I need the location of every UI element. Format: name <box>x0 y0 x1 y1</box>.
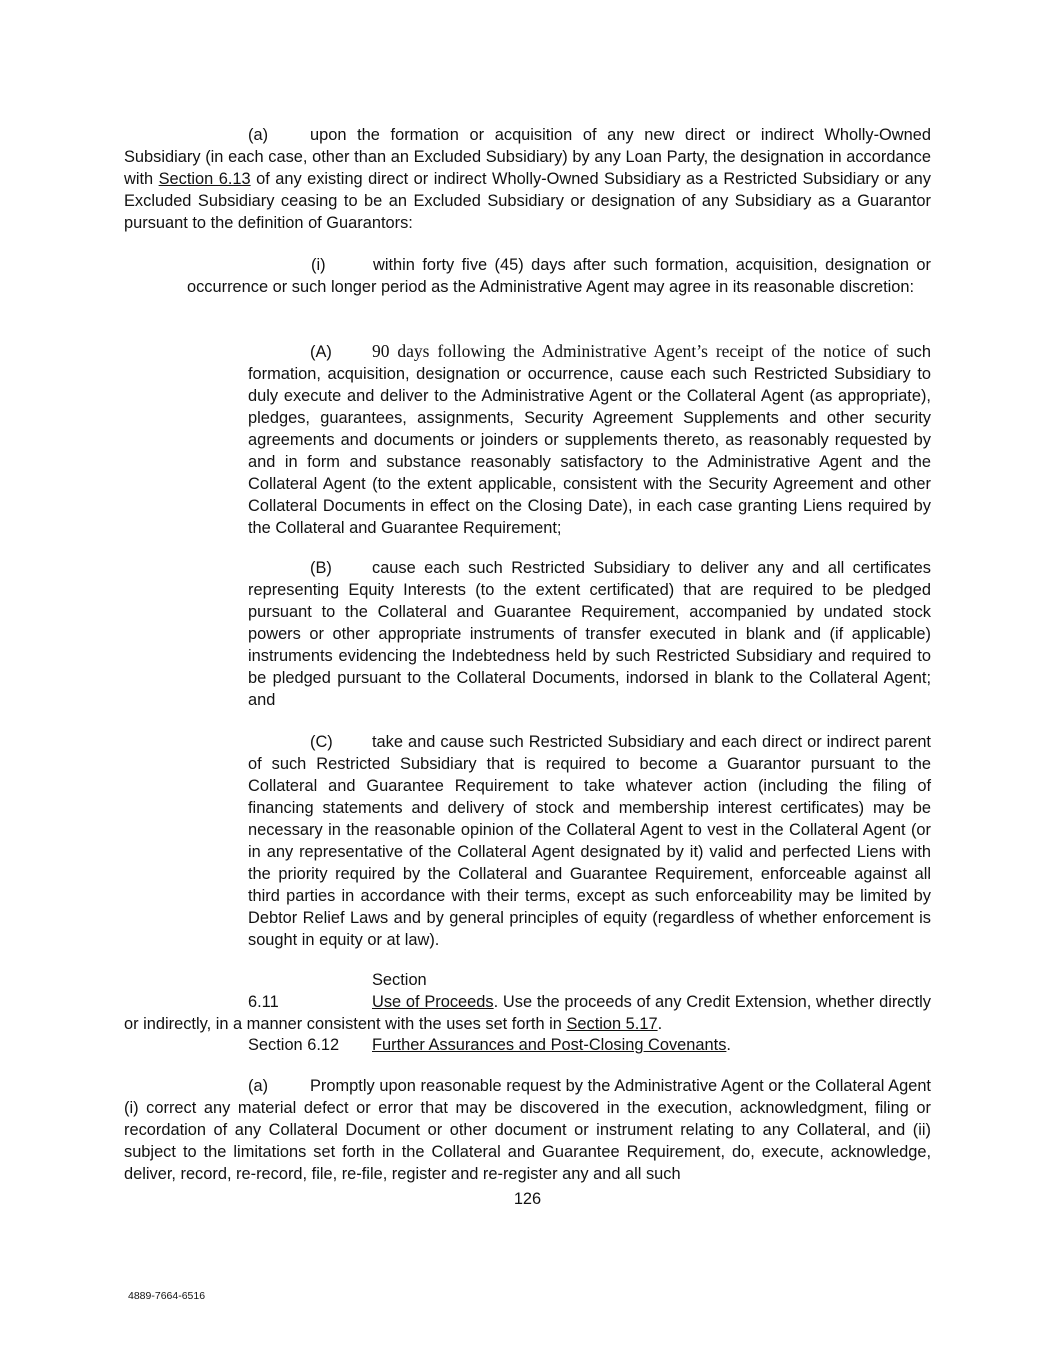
clause-label: (a) <box>248 126 269 144</box>
clause-label: (i) <box>311 256 326 274</box>
paragraph-B-certificates <box>248 557 931 711</box>
paragraph-text: take and cause such Restricted Subsidiary and each direct or indirect parent of such Restricted Subsidiary that is required to become a Guarantor pursuant to the Collateral and Guarantee Requirement to take whatever action (including the filing of financing statements and delivery of stock and membership interest certificates) may be necessary in the reasonable opinion of the Collateral Agent to vest in the Collateral Agent (or in any representative of the Collateral Agent designated by it) valid and perfected Liens with the priority required by the Collateral and Guarantee Requirement, enforceable against all third parties in accordance with their terms, except as such enforceability may be limited by Debtor Relief Laws and by general principles of equity (regardless of whether enforcement is sought in equity or at law). <box>248 733 931 949</box>
paragraph-text: such formation, acquisition, designation or occurrence, cause each such Restricted Subsidiary to duly execute and deliver to the Administrative Agent or the Collateral Agent (as appropriate), pledges, guarantees, assignments, Security Agreement Supplements and other security agreements and documents or joinders or supplements thereto, as reasonably requested by and in form and substance reasonably satisfactory to the Administrative Agent and the Collateral Agent (to the extent applicable, consistent with the Security Agreement and other Collateral Documents in effect on the Closing Date), in each case granting Liens required by the Collateral and Guarantee Requirement; <box>248 343 931 537</box>
paragraph-i-within-45-days <box>187 254 931 298</box>
paragraph-text: upon the formation or acquisition of any new direct or indirect Wholly-Owned Subsidiary (in each case, other than an Excluded Subsidiary) by any Loan Party, the designation in accordance with <box>124 126 931 188</box>
paragraph-a-formation <box>124 124 931 234</box>
inserted-serif-text: 90 days following the Administrative Agent’s receipt of the notice of <box>372 341 889 361</box>
clause-label: (A) <box>310 343 332 361</box>
paragraph-text: of any existing direct or indirect Wholly-Owned Subsidiary as a Restricted Subsidiary or any Excluded Subsidiary ceasing to be an Excluded Subsidiary or designation of any Subsidiary as a Guarantor pursuant to the definition of Guarantors: <box>124 170 931 232</box>
paragraph-a-further-assurances <box>124 1075 931 1185</box>
paragraph-C-perfect-liens <box>248 731 931 951</box>
section-heading: Further Assurances and Post-Closing Covenants <box>372 1036 727 1054</box>
document-id: 4889-7664-6516 <box>128 1290 206 1302</box>
page-number: 126 <box>513 1190 542 1208</box>
clause-label: (B) <box>310 559 332 577</box>
paragraph-text: . Use the proceeds of any Credit Extension, whether directly or indirectly, in a manner consistent with the uses set forth in <box>124 993 932 1033</box>
clause-label: (a) <box>248 1077 269 1095</box>
section-heading: Use of Proceeds <box>372 993 494 1011</box>
paragraph-text: within forty five (45) days after such formation, acquisition, designation or occurrence or such longer period as the Administrative Agent may agree in its reasonable discretion: <box>187 256 931 296</box>
paragraph-text: . <box>657 1015 663 1033</box>
section-6-11-use-of-proceeds <box>124 969 931 1035</box>
section-reference-5-17: Section 5.17 <box>566 1015 658 1033</box>
section-reference-6-13: Section 6.13 <box>158 170 251 188</box>
paragraph-text: cause each such Restricted Subsidiary to deliver any and all certificates representing Equity Interests (to the extent certificated) that are required to be pledged pursuant to the Collateral and Guarantee Requirement, accompanied by undated stock powers or other appropriate instruments of transfer executed in blank and (if applicable) instruments evidencing the Indebtedness held by such Restricted Subsidiary and required to be pledged pursuant to the Collateral Documents, indorsed in blank to the Collateral Agent; and <box>248 559 931 709</box>
section-number: Section 6.11 <box>248 971 427 1011</box>
paragraph-text: Promptly upon reasonable request by the Administrative Agent or the Collateral Agent (i) correct any material defect or error that may be discovered in the execution, acknowledgment, filing or recordation of any Collateral Document or other document or instrument relating to any Collateral, and (ii) subject to the limitations set forth in the Collateral and Guarantee Requirement, do, execute, acknowledge, deliver, record, re-record, file, re-file, register and re-register any and all such <box>124 1077 931 1183</box>
paragraph-A-deliver-documents <box>248 340 931 539</box>
heading-end-period: . <box>726 1036 731 1054</box>
section-6-12-heading <box>248 1034 931 1056</box>
clause-label: (C) <box>310 733 333 751</box>
section-number: Section 6.12 <box>248 1036 340 1054</box>
